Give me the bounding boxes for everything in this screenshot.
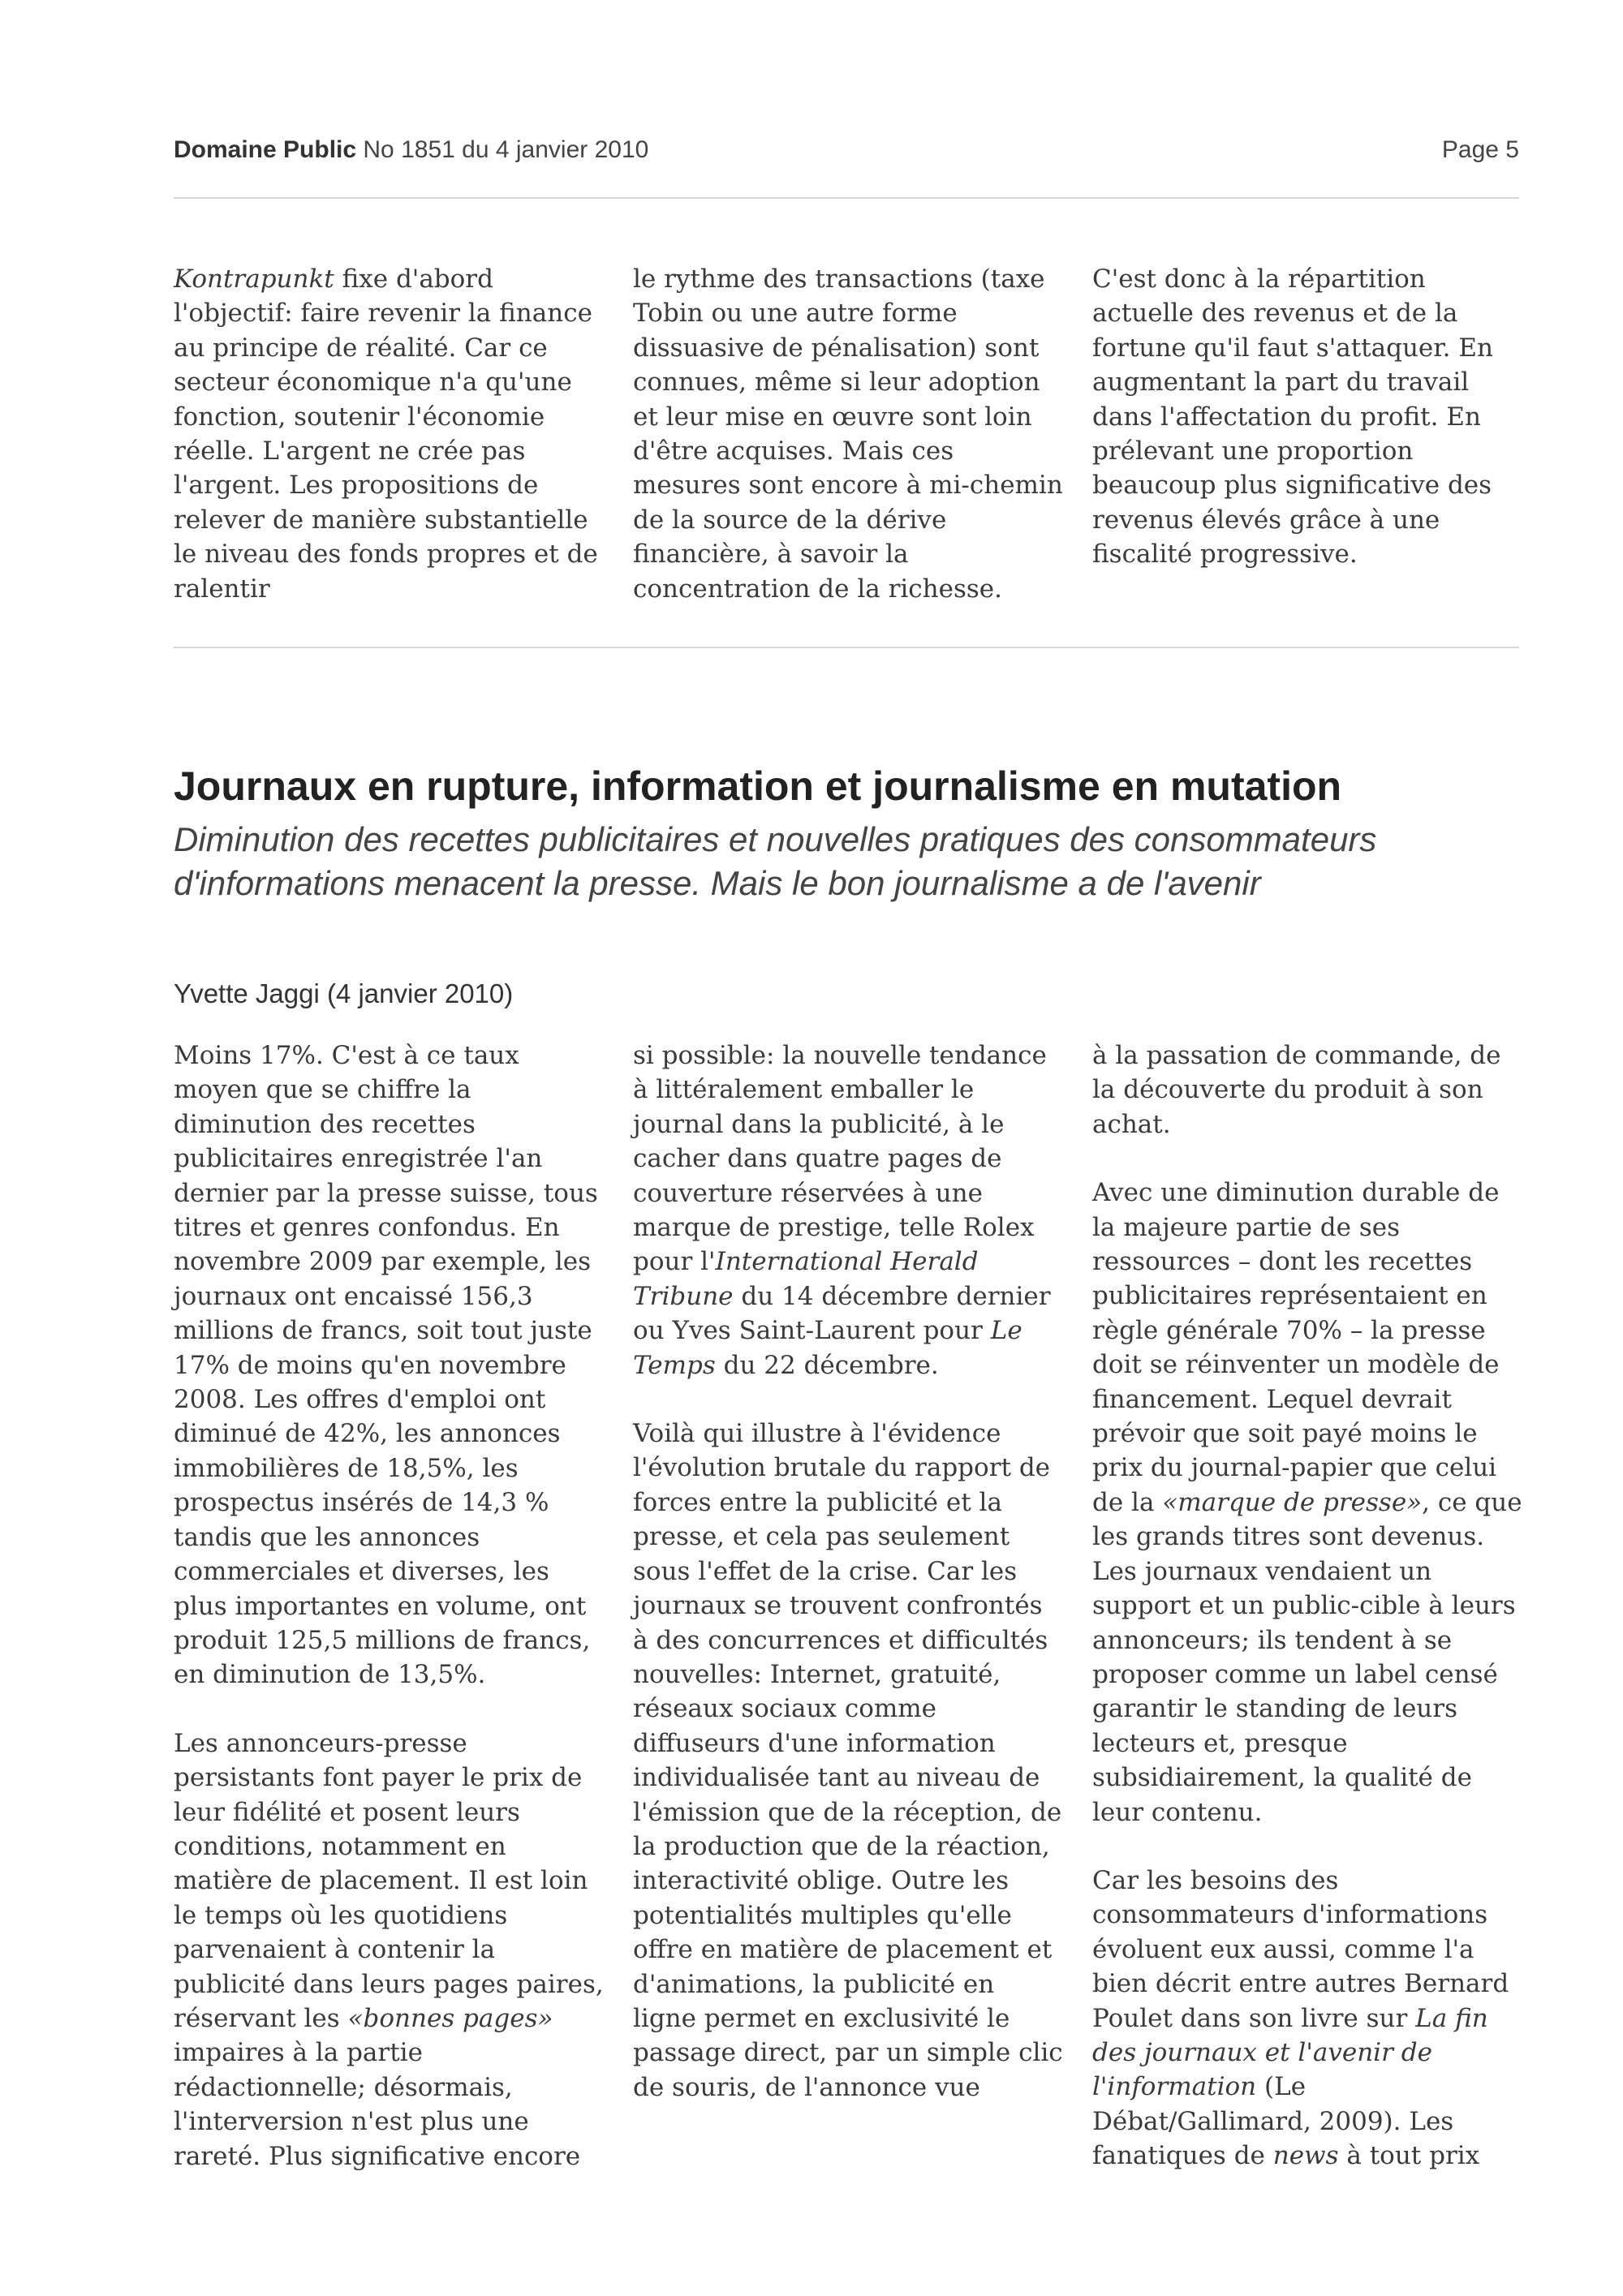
publication-name: Domaine Public (174, 136, 357, 163)
paragraph: Car les besoins des consommateurs d'informations évoluent eux aussi, comme l'a bien décrit entre autres Bernard Poulet dans son livre sur La fin des journaux et l'avenir de l'information (Le Débat/Gallimard, 2009). Les fanatiques de news à tout prix (1092, 1865, 1509, 2171)
issue-info: No 1851 du 4 janvier 2010 (363, 136, 649, 163)
paragraph: le rythme des transactions (taxe Tobin ou une autre forme dissuasive de pénalisation) sont connues, même si leur adoption et leur mise en œuvre sont loin d'être acquises. Mais ces mesures sont encore à mi-chemin de la source de la dérive financière, à savoir la concentration de la richesse. (633, 264, 1063, 604)
header-divider (174, 197, 1519, 199)
section-divider (174, 647, 1519, 648)
paragraph: Les annonceurs-presse persistants font payer le prix de leur fidélité et posent leurs conditions, notamment en matière de placement. Il est loin le temps où les quotidiens parvenaient à contenir la publicité dans leurs pages paires, réservant les «bonnes pages» impaires à la partie rédactionnelle; désormais, l'interversion n'est plus une rareté. Plus significative encore (174, 1728, 604, 2171)
paragraph: Avec une diminution durable de la majeure partie de ses ressources – dont les recettes publicitaires représentaient en règle générale 70% – la presse doit se réinventer un modèle de financement. Lequel devrait prévoir que soit payé moins le prix du journal-papier que celui de la «marque de presse», ce que les grands titres sont devenus. Les journaux vendaient un support et un public-cible à leurs annonceurs; ils tendent à se proposer comme un label censé garantir le standing de leurs lecteurs et, presque subsidiairement, la qualité de leur contenu. (1092, 1178, 1522, 1827)
paragraph: si possible: la nouvelle tendance à littéralement emballer le journal dans la publicité, à le cacher dans quatre pages de couverture réservées à une marque de prestige, telle Rolex pour l'International Herald Tribune du 14 décembre dernier ou Yves Saint-Laurent pour Le Temps du 22 décembre. (633, 1041, 1051, 1380)
article-title: Journaux en rupture, information et journalisme en mutation (174, 763, 1342, 809)
top-column-2 (633, 262, 1063, 640)
paragraph: Moins 17%. C'est à ce taux moyen que se chiffre la diminution des recettes publicitaires enregistrée l'an dernier par la presse suisse, tous titres et genres confondus. En novembre 2009 par exemple, les journaux ont encaissé 156,3 millions de francs, soit tout juste 17% de moins qu'en novembre 2008. Les offres d'emploi ont diminué de 42%, les annonces immobilières de 18,5%, les prospectus insérés de 14,3 % tandis que les annonces commerciales et diverses, les plus importantes en volume, ont produit 125,5 millions de francs, en diminution de 13,5%. (174, 1041, 598, 1690)
paragraph: Voilà qui illustre à l'évidence l'évolution brutale du rapport de forces entre la publicité et la presse, et cela pas seulement sous l'effet de la crise. Car les journaux se trouvent confrontés à des concurrences et difficultés nouvelles: Internet, gratuité, réseaux sociaux comme diffuseurs d'une information individualisée tant au niveau de l'émission que de la réception, de la production que de la réaction, interactivité oblige. Outre les potentialités multiples qu'elle offre en matière de placement et d'animations, la publicité en ligne permet en exclusivité le passage direct, par un simple clic de souris, de l'annonce vue (633, 1419, 1063, 2102)
top-column-3 (1092, 262, 1522, 606)
article-column-3 (1092, 1038, 1522, 2208)
paragraph: à la passation de commande, de la découverte du produit à son achat. (1092, 1041, 1501, 1139)
article-column-1 (174, 1038, 604, 2208)
article-column-2 (633, 1038, 1063, 2139)
publication-ref: Kontrapunkt (174, 264, 334, 294)
article-subtitle: Diminution des recettes publicitaires et nouvelles pratiques des consommateurs d'informations menacent la presse. Mais le bon journalisme a de l'avenir (174, 820, 1377, 902)
top-column-1 (174, 262, 604, 640)
page-header (174, 136, 1519, 169)
article-byline: Yvette Jaggi (4 janvier 2010) (174, 978, 514, 1008)
paragraph: C'est donc à la répartition actuelle des revenus et de la fortune qu'il faut s'attaquer. En augmentant la part du travail dans l'affectation du profit. En prélevant une proportion beaucoup plus significative des revenus élevés grâce à une fiscalité progressive. (1092, 264, 1493, 570)
page-number: Page 5 (1441, 136, 1519, 163)
paragraph: Kontrapunkt fixe d'abord l'objectif: faire revenir la finance au principe de réalité. Car ce secteur économique n'a qu'une fonction, soutenir l'économie réelle. L'argent ne crée pas l'argent. Les propositions de relever de manière substantielle le niveau des fonds propres et de ralentir (174, 264, 598, 604)
